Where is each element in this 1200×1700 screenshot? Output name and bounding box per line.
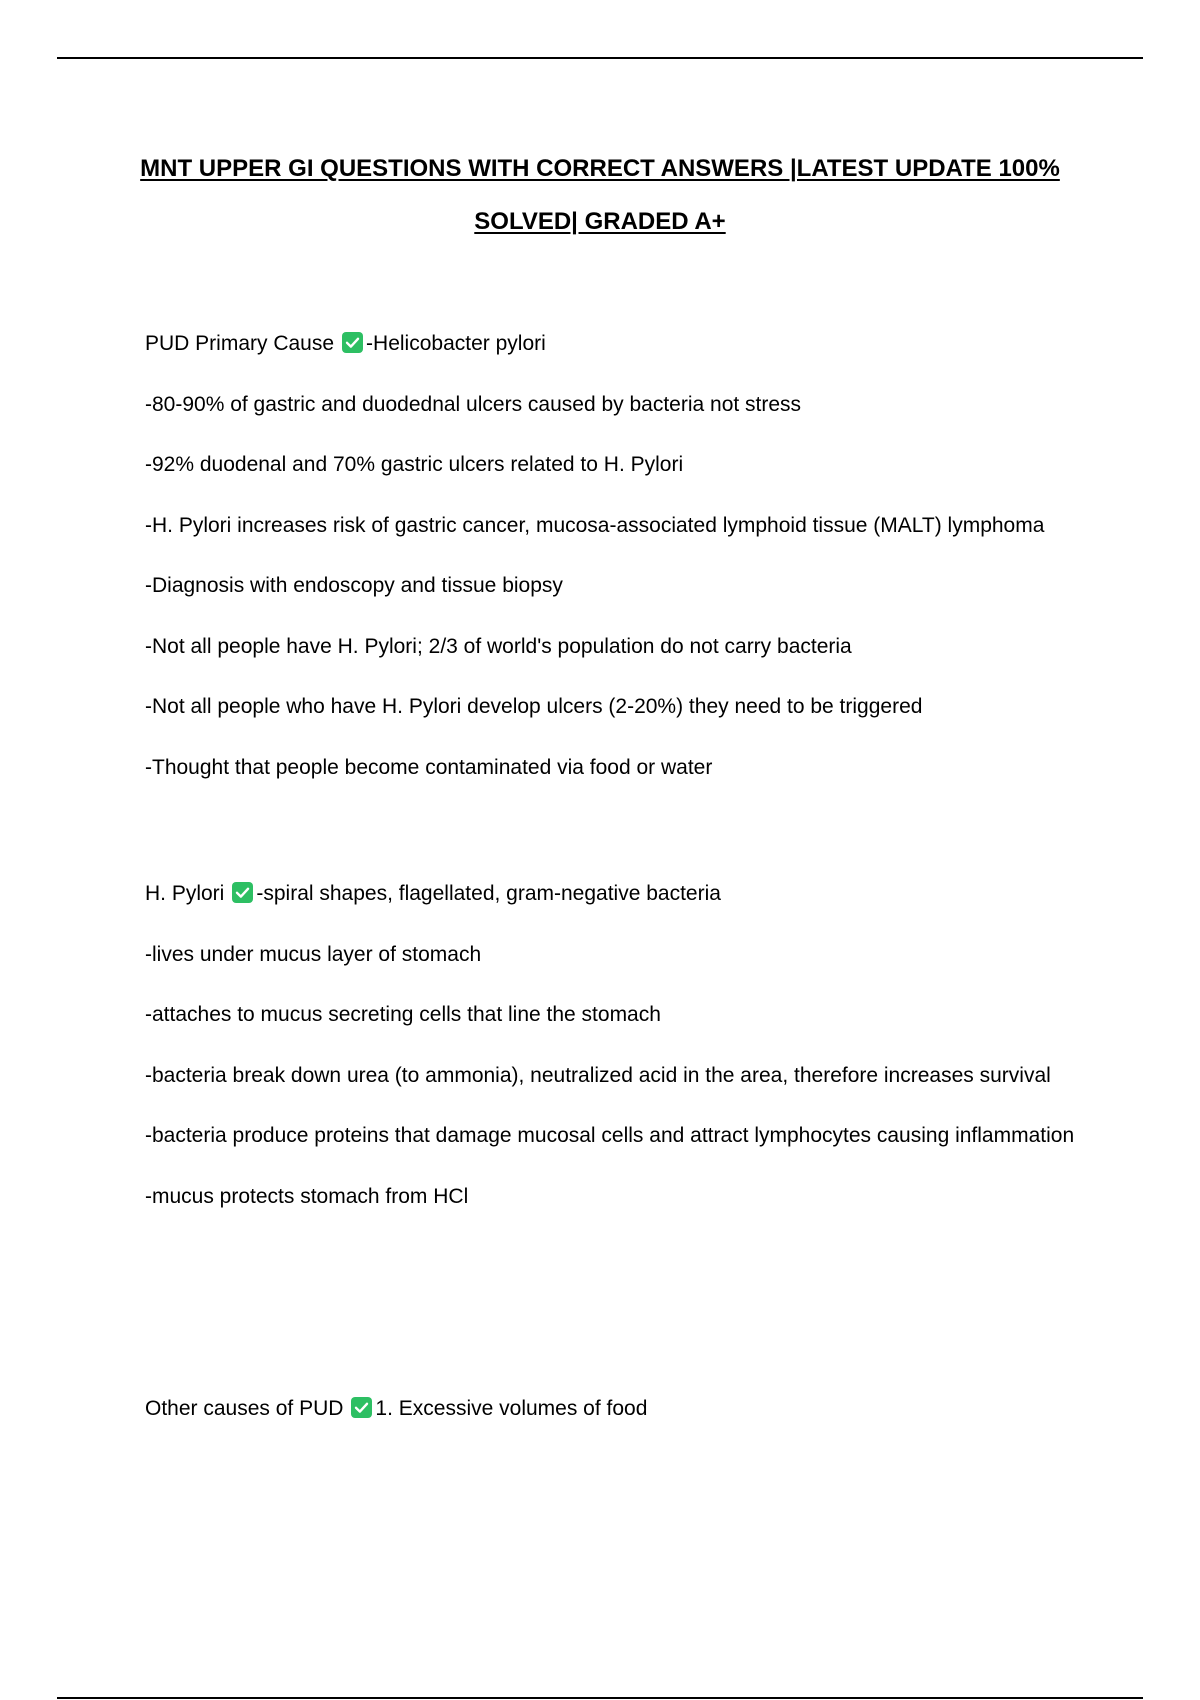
- question-text: Other causes of PUD: [145, 1397, 344, 1420]
- check-mark-icon: [351, 1397, 372, 1418]
- detail-line: -H. Pylori increases risk of gastric cancer, mucosa-associated lymphoid tissue (MALT) lymphoma: [145, 513, 1045, 537]
- question-text: PUD Primary Cause: [145, 332, 335, 355]
- check-mark-icon: [232, 882, 253, 903]
- check-mark-icon: [342, 332, 363, 353]
- detail-line: -Thought that people become contaminated via food or water: [145, 755, 713, 779]
- detail-line: -80-90% of gastric and duodednal ulcers caused by bacteria not stress: [145, 392, 802, 416]
- answer-text: -spiral shapes, flagellated, gram-negative bacteria: [256, 882, 721, 905]
- top-rule: [57, 57, 1143, 59]
- detail-line: -mucus protects stomach from HCl: [145, 1184, 469, 1208]
- detail-line: -Not all people who have H. Pylori develop ulcers (2-20%) they need to be triggered: [145, 695, 923, 718]
- qa-heading: [145, 1387, 1105, 1431]
- detail-line: -Diagnosis with endoscopy and tissue biopsy: [145, 574, 563, 597]
- title-line-2: SOLVED| GRADED A+: [474, 208, 726, 235]
- detail-line: -attaches to mucus secreting cells that line the stomach: [145, 1003, 661, 1026]
- qa-card-other-causes-pud: [145, 1387, 1105, 1448]
- answer-text: 1. Excessive volumes of food: [375, 1397, 648, 1420]
- detail-line: -92% duodenal and 70% gastric ulcers related to H. Pylori: [145, 453, 684, 476]
- answer-text: -Helicobacter pylori: [366, 332, 546, 355]
- detail-line: -bacteria produce proteins that damage mucosal cells and attract lymphocytes causing inflammation: [145, 1124, 1075, 1147]
- document-title: [57, 142, 1143, 248]
- qa-card-pud-primary-cause: [145, 322, 1105, 806]
- question-text: H. Pylori: [145, 882, 225, 905]
- detail-line: -Not all people have H. Pylori; 2/3 of world's population do not carry bacteria: [145, 634, 852, 658]
- bottom-rule: [57, 1697, 1143, 1699]
- title-line-1: MNT UPPER GI QUESTIONS WITH CORRECT ANSWERS |LATEST UPDATE 100%: [140, 155, 1060, 182]
- qa-heading: [145, 322, 1105, 366]
- qa-heading: [145, 872, 1105, 916]
- qa-card-h-pylori: [145, 872, 1105, 1235]
- detail-line: -bacteria break down urea (to ammonia), neutralized acid in the area, therefore increases survival: [145, 1063, 1051, 1087]
- detail-line: -lives under mucus layer of stomach: [145, 942, 482, 966]
